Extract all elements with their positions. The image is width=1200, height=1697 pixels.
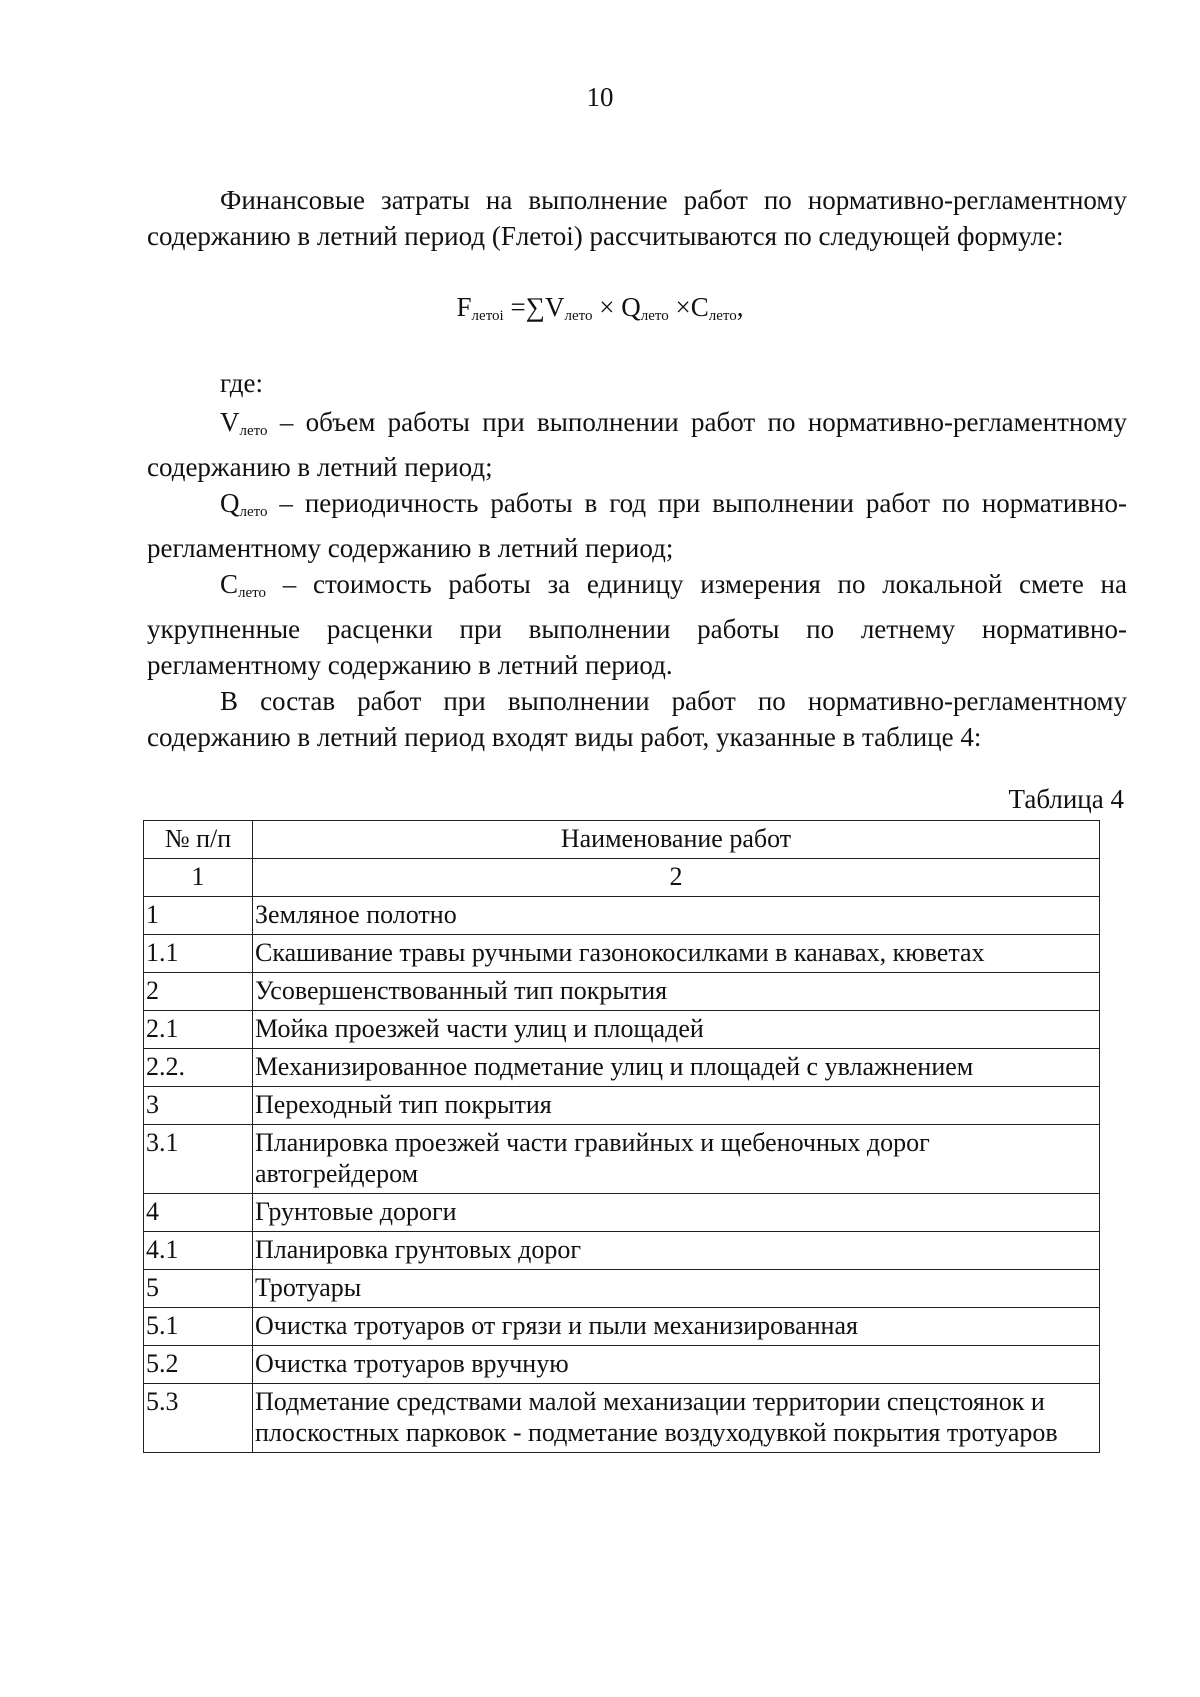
row-number: 1.1: [144, 935, 253, 973]
row-number: 3: [144, 1087, 253, 1125]
row-work-name: Грунтовые дороги: [253, 1194, 1100, 1232]
table-row: [144, 1125, 1100, 1194]
row-number: 3.1: [144, 1125, 253, 1194]
numbering-col-2: 2: [253, 859, 1100, 897]
table-caption: Таблица 4: [1008, 784, 1124, 814]
row-number: 2: [144, 973, 253, 1011]
table-row: [144, 1270, 1100, 1308]
header-number: № п/п: [144, 821, 253, 859]
row-work-name: Усовершенствованный тип покрытия: [253, 973, 1100, 1011]
row-number: 2.1: [144, 1011, 253, 1049]
row-number: 2.2.: [144, 1049, 253, 1087]
table-row: [144, 935, 1100, 973]
table-row: [144, 1308, 1100, 1346]
table-header-row: [144, 821, 1100, 859]
row-work-name: Земляное полотно: [253, 897, 1100, 935]
composition-paragraph: В состав работ при выполнении работ по нормативно-регламентному содержанию в летний период входят виды работ, указанные в таблице 4:: [147, 686, 1127, 752]
row-work-name: Мойка проезжей части улиц и площадей: [253, 1011, 1100, 1049]
table-row: [144, 897, 1100, 935]
table-row: [144, 1049, 1100, 1087]
row-work-name: Скашивание травы ручными газонокосилками в канавах, кюветах: [253, 935, 1100, 973]
works-table: [143, 820, 1100, 1453]
row-work-name: Очистка тротуаров вручную: [253, 1346, 1100, 1384]
definition-cost: $C_{лето}$ – стоимость работы за единицу измерения по локальной смете на укрупненные расценки при выполнении работы по летнему нормативно-регламентному содержанию в летний период.: [147, 569, 1127, 680]
row-work-name: Механизированное подметание улиц и площадей с увлажнением: [253, 1049, 1100, 1087]
row-number: 5.2: [144, 1346, 253, 1384]
definition-volume: $V_{лето}$ – объем работы при выполнении работ по нормативно-регламентному содержанию в летний период;: [147, 407, 1127, 482]
row-number: 5.3: [144, 1384, 253, 1453]
intro-paragraph: Финансовые затраты на выполнение работ по нормативно-регламентному содержанию в летний период (Fлетоi) рассчитываются по следующей формуле:: [147, 185, 1127, 251]
table-row: [144, 1194, 1100, 1232]
table-row: [144, 1384, 1100, 1453]
definitions-block: [147, 404, 1127, 755]
table-row: [144, 1346, 1100, 1384]
summer-cost-formula: $F_{летоi} =\sum V_{лето} \times Q_{лето} \times C_{лето}$,: [456, 292, 744, 324]
row-number: 5: [144, 1270, 253, 1308]
row-number: 4.1: [144, 1232, 253, 1270]
table-row: [144, 1011, 1100, 1049]
numbering-col-1: 1: [144, 859, 253, 897]
table-numbering-row: [144, 859, 1100, 897]
row-number: 1: [144, 897, 253, 935]
row-work-name: Переходный тип покрытия: [253, 1087, 1100, 1125]
table-row: [144, 1087, 1100, 1125]
row-number: 4: [144, 1194, 253, 1232]
row-work-name: Подметание средствами малой механизации территории спецстоянок и плоскостных парковок - подметание воздуходувкой покрытия тротуаров: [253, 1384, 1100, 1453]
table-row: [144, 1232, 1100, 1270]
page-number: 10: [586, 82, 614, 112]
header-work-name: Наименование работ: [253, 821, 1100, 859]
where-label: где:: [220, 368, 263, 398]
definition-periodicity: $Q_{лето}$ – периодичность работы в год при выполнении работ по нормативно-регламентному содержанию в летний период;: [147, 488, 1127, 563]
row-work-name: Тротуары: [253, 1270, 1100, 1308]
row-number: 5.1: [144, 1308, 253, 1346]
row-work-name: Очистка тротуаров от грязи и пыли механизированная: [253, 1308, 1100, 1346]
row-work-name: Планировка проезжей части гравийных и щебеночных дорог автогрейдером: [253, 1125, 1100, 1194]
row-work-name: Планировка грунтовых дорог: [253, 1232, 1100, 1270]
table-row: [144, 973, 1100, 1011]
